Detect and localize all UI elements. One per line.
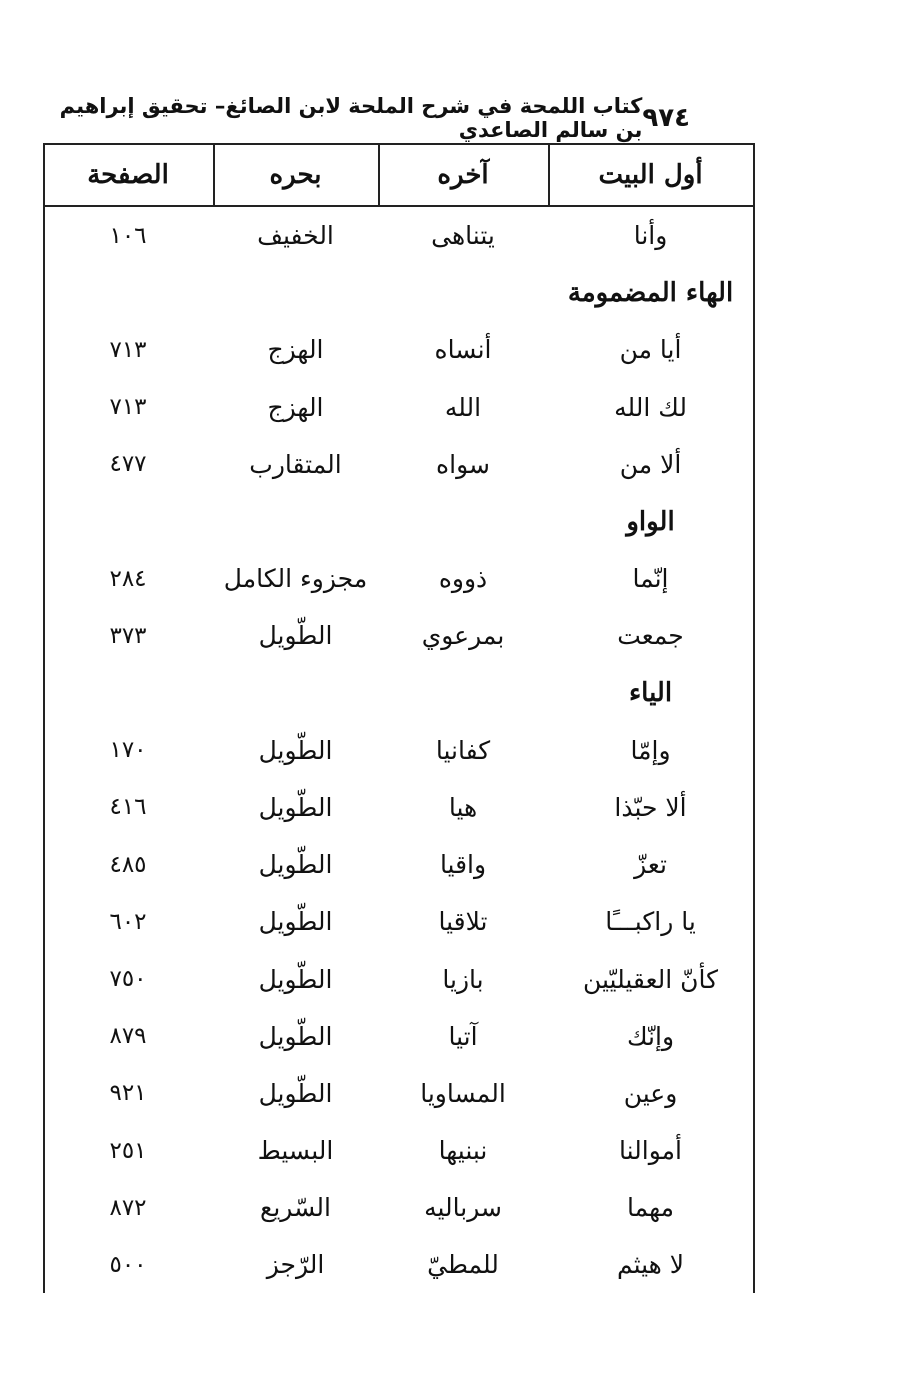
meter-cell: المتقارب [249,449,342,479]
first-verse-cell: جمعت [617,621,684,651]
first-verse-cell: الياء [628,678,673,709]
first-verse-cell: وعين [623,1078,678,1108]
verse-ending-cell [378,493,548,550]
page-cell: ٧١٣ [109,394,147,421]
first-verse-cell: الواو [626,506,675,537]
meter-cell [213,665,378,722]
page-cell: ٢٥١ [109,1137,147,1164]
page-cell [43,264,213,321]
meter-cell: الرّجز [266,1250,325,1280]
first-verse-cell: وإمّا [630,735,671,765]
page-cell: ٥٠٠ [109,1251,147,1278]
table-row [45,550,753,607]
verse-ending-cell: نبنيها [438,1136,488,1166]
verse-ending-cell: للمطيّ [427,1250,499,1280]
verse-ending-cell [378,264,548,321]
page-cell: ٩٢١ [109,1080,147,1107]
table-row [45,893,753,950]
first-verse-cell: لا هيثم [616,1250,685,1280]
first-verse-cell: تعزّ [634,850,667,880]
first-verse-cell: وأنا [633,221,668,251]
first-verse-cell: وإنّك [626,1021,675,1051]
meter-cell: الهزج [267,392,324,422]
meter-cell: مجزوء الكامل [223,564,368,594]
meter-cell: الطّويل [258,1078,333,1108]
page-cell: ٦٠٢ [109,908,147,935]
page-cell: ٨٧٩ [109,1023,147,1050]
meter-cell: الطّويل [258,964,333,994]
table-row [45,1122,753,1179]
verse-ending-cell: واقيا [439,850,487,880]
verse-ending-cell: بازيا [442,964,484,994]
meter-cell: الخفيف [257,221,334,251]
column-header-ending: آخره [437,160,489,190]
meter-cell: السّريع [260,1193,331,1223]
meter-cell: الهزج [267,335,324,365]
first-verse-cell: أموالنا [619,1136,682,1166]
meter-cell: الطّويل [258,792,333,822]
table-row [45,321,753,378]
verse-ending-cell: أنساه [434,335,492,365]
verse-ending-cell: سواه [436,449,490,479]
page-number: ٩٧٤ [642,103,690,133]
first-verse-cell: مهما [627,1193,674,1223]
verse-ending-cell: الله [444,392,482,422]
meter-cell [213,264,378,321]
page-cell: ٣٧٣ [109,622,147,649]
page-cell: ٧٥٠ [109,966,147,993]
table-row [45,1179,753,1236]
page-cell: ٧١٣ [109,336,147,363]
section-heading-row [45,665,753,722]
first-verse-cell: لك الله [614,392,687,422]
meter-cell: الطّويل [258,850,333,880]
verse-ending-cell [378,665,548,722]
first-verse-cell: ألا حبّذا [614,792,687,822]
table-body [45,207,753,1294]
table-row [45,379,753,436]
column-header-page: الصفحة [87,160,169,190]
page-cell [43,665,213,722]
column-header-meter: بحره [269,160,322,190]
verse-ending-cell: يتناهى [431,221,495,251]
page-cell: ٨٧٢ [109,1194,147,1221]
first-verse-cell: أيا من [619,335,682,365]
column-divider [213,145,215,205]
verse-ending-cell: هيا [448,792,478,822]
table-row [45,1008,753,1065]
page-cell: ١٠٦ [109,222,147,249]
verse-ending-cell: كفانيا [435,735,491,765]
table-row [45,207,753,264]
first-verse-cell: إنّما [632,564,669,594]
page-cell: ٤١٦ [109,794,147,821]
table-row [45,950,753,1007]
meter-cell: الطّويل [258,907,333,937]
column-divider [378,145,380,205]
meter-cell: الطّويل [258,621,333,651]
meter-cell [213,493,378,550]
page-cell: ٢٨٤ [109,565,147,592]
verse-ending-cell: آتيا [448,1021,478,1051]
first-verse-cell: الهاء المضمومة [567,277,734,308]
meter-cell: البسيط [257,1136,334,1166]
verse-ending-cell: سرباليه [424,1193,502,1223]
table-row [45,1065,753,1122]
section-heading-row [45,493,753,550]
table-row [45,1236,753,1293]
page-cell [43,493,213,550]
column-header-first-verse: أول البيت [598,160,703,190]
page-header [40,94,690,142]
table-row [45,607,753,664]
verse-ending-cell: المساويا [420,1078,506,1108]
meter-cell: الطّويل [258,735,333,765]
first-verse-cell: ألا من [619,449,682,479]
page-cell: ٤٨٥ [109,851,147,878]
verse-index-table [43,143,755,1293]
first-verse-cell: كأنّ العقيليّين [582,964,719,994]
table-row [45,836,753,893]
page-cell: ١٧٠ [109,737,147,764]
column-divider [548,145,550,205]
section-heading-row [45,264,753,321]
verse-ending-cell: بمرعوي [421,621,505,651]
running-title: كتاب اللمحة في شرح الملحة لابن الصائغ– تحقيق إبراهيم بن سالم الصاعدي [59,94,643,142]
verse-ending-cell: تلاقيا [438,907,488,937]
table-row [45,722,753,779]
verse-ending-cell: ذووه [438,564,488,594]
first-verse-cell: يا راكبـــًا [605,907,696,937]
table-row [45,436,753,493]
table-row [45,779,753,836]
meter-cell: الطّويل [258,1021,333,1051]
page-cell: ٤٧٧ [109,451,147,478]
